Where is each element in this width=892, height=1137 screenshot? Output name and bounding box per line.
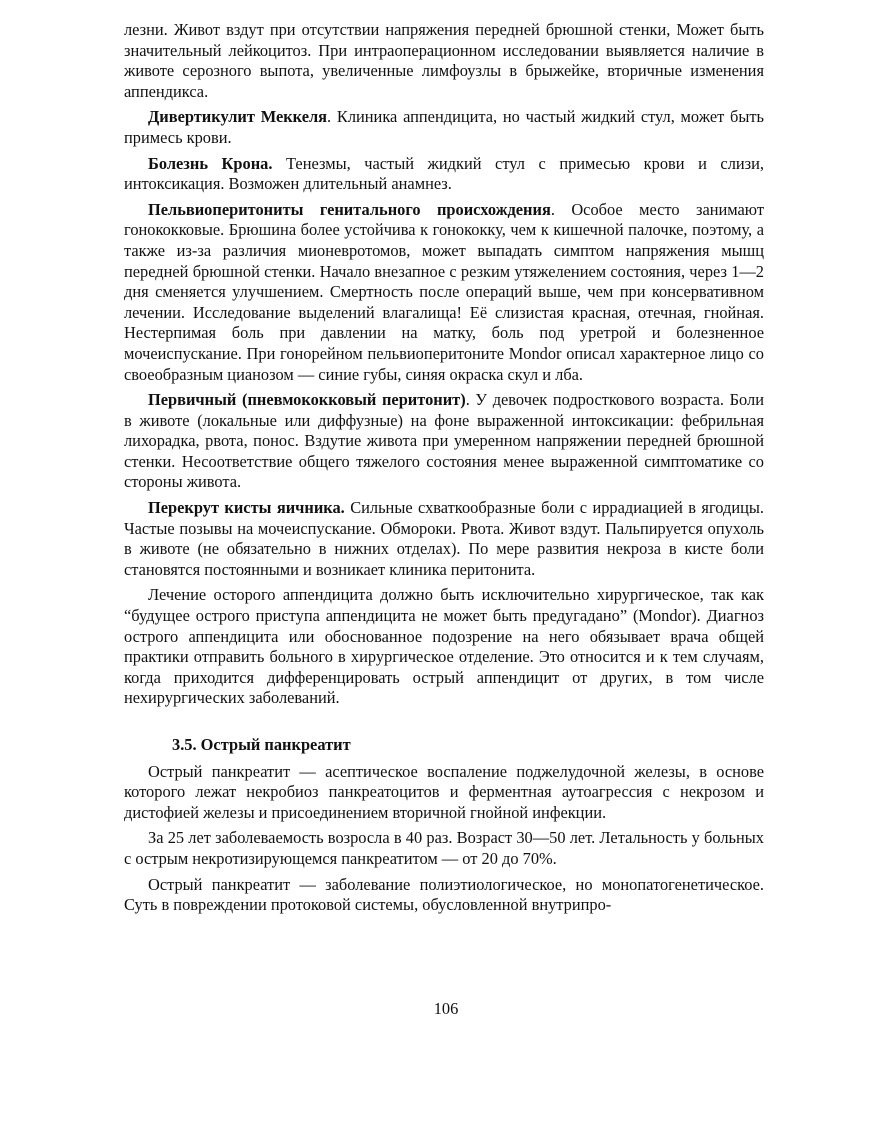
paragraph-primary-peritonitis	[124, 390, 764, 493]
paragraph-appendicitis-treatment: Лечение осторого аппендицита должно быть исключительно хирургическое, так как “будущее острого приступа аппендицита не может быть предугадано” (Mondor). Диагноз острого аппендицита или обоснованное подозрение на него обязывает врача общей практики отправить больного в хирургическое отделение. Это относится и к тем случаям, когда приходится дифференцировать острый аппендицит от других, в том числе нехирургических заболеваний.	[124, 585, 764, 708]
term-ovarian-cyst-torsion: Перекрут кисты яичника.	[148, 498, 345, 518]
paragraph-crohn-disease	[124, 154, 764, 195]
term-pelvioperitonitis: Пельвиоперитониты генитального происхождения	[148, 199, 551, 219]
term-primary-peritonitis: Первичный (пневмококковый перитонит)	[148, 390, 466, 410]
page-body	[124, 20, 764, 921]
paragraph-ovarian-cyst-torsion	[124, 498, 764, 580]
text-ovarian-cyst-torsion: Сильные схваткообразные боли с иррадиацией в ягодицы. Частые позывы на мочеиспускание. Обмороки. Рвота. Живот вздут. Пальпируется опухоль в животе (не обязательно в нижних отделах). По мере развития некроза в кисте боли становятся постоянными и возникает клиника перитонита.	[124, 498, 764, 579]
text-pelvioperitonitis: . Особое место занимают гонококковые. Брюшина более устойчива к гонококку, чем к кишечной палочке, поэтому, а также из-за различия мионевротомов, может выпадать симптом напряжения мышц передней брюшной стенки. Начало внезапное с резким утяжелением состояния, через 1—2 дня сменяется улучшением. Смертность после операций выше, чем при консервативном лечении. Исследование выделений влагалища! Её слизистая красная, отечная, гнойная. Нестерпимая боль при давлении на матку, боль под уретрой и болезненное мочеиспускание. При гонорейном пельвиоперитоните Mondor описал характерное лицо со своеобразным цианозом — синие губы, синяя окраска скул и лба.	[124, 199, 764, 384]
paragraph-pancreatitis-statistics: За 25 лет заболеваемость возросла в 40 раз. Возраст 30—50 лет. Летальность у больных с острым некротизирующемся панкреатитом — от 20 до 70%.	[124, 828, 764, 868]
paragraph-pelvioperitonitis	[124, 200, 764, 385]
paragraph-pancreatitis-definition: Острый панкреатит — асептическое воспаление поджелудочной железы, в основе которого лежат некробиоз панкреатоцитов и ферментная аутоагрессия с некрозом и дистофией железы и присоединением вторичной гнойной инфекции.	[124, 761, 764, 822]
paragraph-appendicitis-continuation: лезни. Живот вздут при отсутствии напряжения передней брюшной стенки, Может быть значительный лейкоцитоз. При интраоперационном исследовании выявляется наличие в животе серозного выпота, увеличенные лимфоузлы в брыжейке, вторичные изменения аппендикса.	[124, 20, 764, 101]
section-heading: 3.5. Острый панкреатит	[172, 735, 351, 754]
text-meckel-diverticulitis: . Клиника аппендицита, но частый жидкий стул, может быть примесь крови.	[124, 107, 765, 147]
term-meckel-diverticulitis: Дивертикулит Меккеля	[148, 107, 328, 127]
term-crohn-disease: Болезнь Крона.	[148, 153, 273, 173]
paragraph-meckel-diverticulitis	[124, 107, 764, 148]
paragraph-pancreatitis-etiology: Острый панкреатит — заболевание полиэтиологическое, но монопатогенетическое. Суть в повреждении протоковой системы, обусловленной внутрипро-	[124, 874, 764, 915]
text-crohn-disease: Тенезмы, частый жидкий стул с примесью крови и слизи, интоксикация. Возможен длительный анамнез.	[124, 153, 765, 194]
page-number: 106	[433, 999, 459, 1018]
text-primary-peritonitis: . У девочек подросткового возраста. Боли в животе (локальные или диффузные) на фоне выраженной интоксикации: фебрильная лихорадка, рвота, понос. Вздутие живота при умеренном напряжении передней брюшной стенки. Несоответствие общего тяжелого состояния менее выраженной симптоматике со стороны живота.	[124, 390, 764, 492]
